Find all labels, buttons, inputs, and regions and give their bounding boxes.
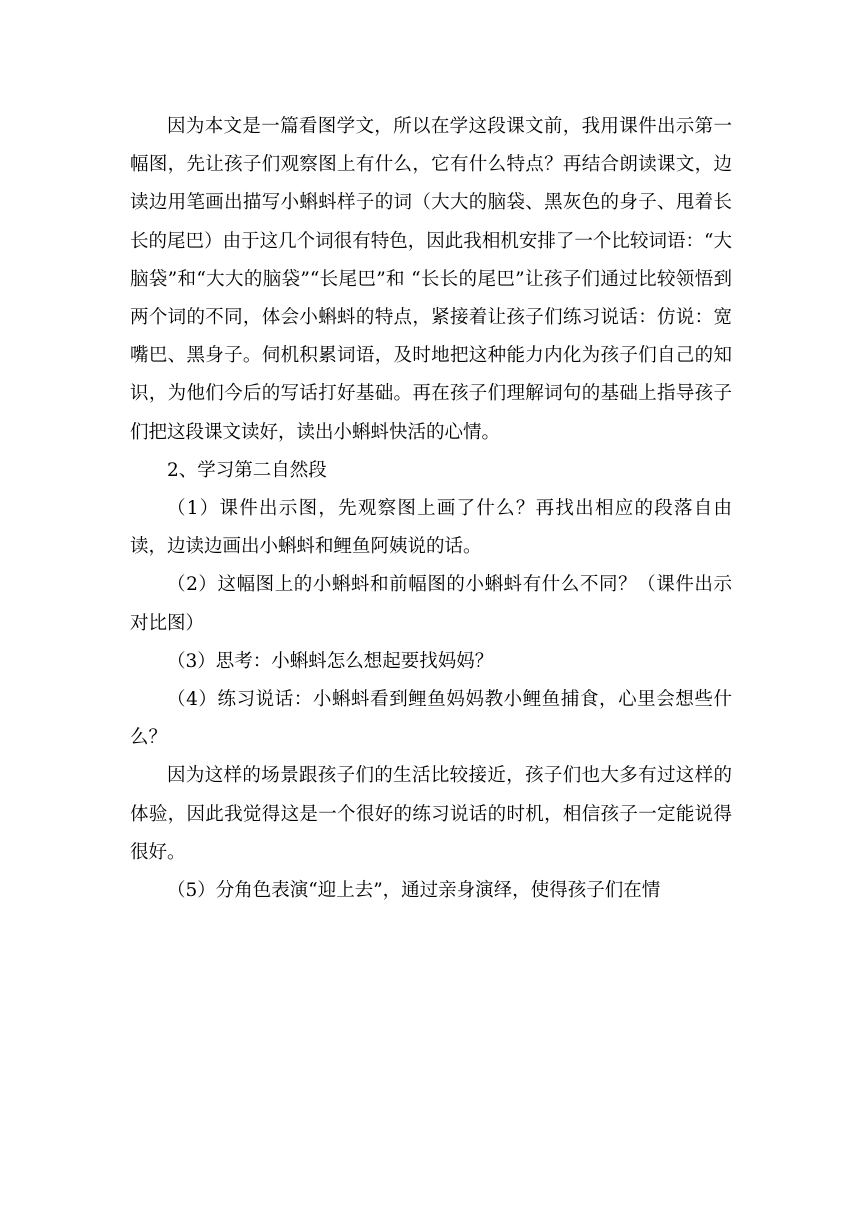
paragraph-step-1: （1）课件出示图，先观察图上画了什么？再找出相应的段落自由读，边读边画出小蝌蚪和鲤鱼阿姨说的话。: [130, 498, 732, 558]
paragraph-step-4: （4）练习说话：小蝌蚪看到鲤鱼妈妈教小鲤鱼捕食，心里会想些什么？: [130, 689, 732, 749]
document-body: [130, 108, 732, 910]
paragraph-step-2: （2）这幅图上的小蝌蚪和前幅图的小蝌蚪有什么不同？（课件出示对比图）: [130, 574, 732, 634]
paragraph-intro: 因为本文是一篇看图学文，所以在学这段课文前，我用课件出示第一幅图，先让孩子们观察图上有什么，它有什么特点？再结合朗读课文，边读边用笔画出描写小蝌蚪样子的词（大大的脑袋、黑灰色的身子、甩着长长的尾巴）由于这几个词很有特色，因此我相机安排了一个比较词语：“大脑袋”和“大大的脑袋”“长尾巴”和 “长长的尾巴”让孩子们通过比较领悟到两个词的不同，体会小蝌蚪的特点，紧接着让孩子们练习说话：仿说：宽嘴巴、黑身子。伺机积累词语，及时地把这种能力内化为孩子们自己的知识，为他们今后的写话打好基础。再在孩子们理解词句的基础上指导孩子们把这段课文读好，读出小蝌蚪快活的心情。: [130, 116, 732, 443]
paragraph-step-5: （5）分角色表演“迎上去”，通过亲身演绎，使得孩子们在情: [167, 880, 661, 902]
section-heading: 2、学习第二自然段: [167, 459, 327, 481]
paragraph-step-3: （3）思考：小蝌蚪怎么想起要找妈妈？: [167, 650, 494, 672]
paragraph-reflection: 因为这样的场景跟孩子们的生活比较接近，孩子们也大多有过这样的体验，因此我觉得这是一个很好的练习说话的时机，相信孩子一定能说得很好。: [130, 765, 732, 863]
